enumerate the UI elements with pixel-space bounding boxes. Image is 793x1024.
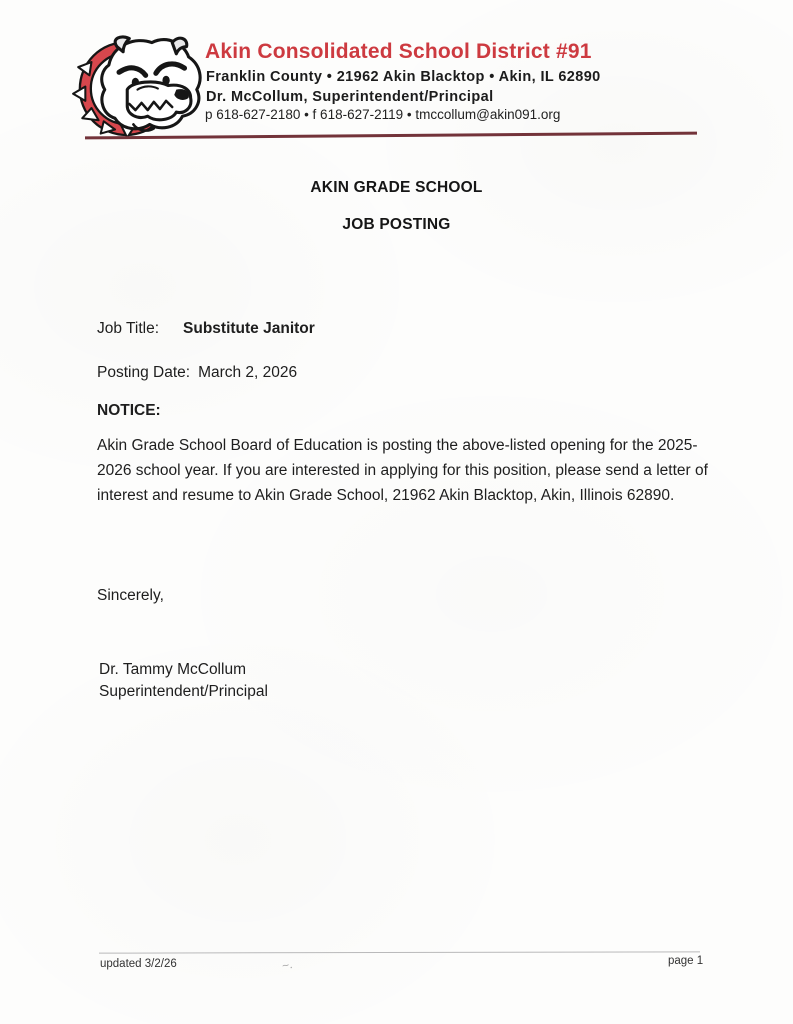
notice-label: NOTICE: bbox=[97, 402, 161, 419]
letterhead-superintendent: Dr. McCollum, Superintendent/Principal bbox=[206, 89, 494, 105]
signature-title: Superintendent/Principal bbox=[99, 683, 268, 700]
posting-date-value: March 2, 2026 bbox=[198, 364, 298, 381]
scan-pencil-mark: ~. bbox=[280, 957, 294, 973]
notice-body: Akin Grade School Board of Education is posting the above-listed opening for the 2025-2026 school year. If you are interested in applying for this position, please send a letter of interest and resume to Akin Grade School, 21962 Akin Blacktop, Akin, Illinois 62890. bbox=[97, 437, 708, 504]
district-name: Akin Consolidated School District #91 bbox=[205, 40, 592, 63]
letterhead-contact: p 618-627-2180 • f 618-627-2119 • tmccollum@akin091.org bbox=[205, 107, 561, 122]
heading-school: AKIN GRADE SCHOOL bbox=[310, 179, 483, 196]
heading-job-posting: JOB POSTING bbox=[342, 216, 451, 233]
job-title-row bbox=[97, 320, 315, 338]
bulldog-mascot-icon bbox=[70, 30, 208, 138]
posting-date-row bbox=[97, 364, 297, 382]
job-title-value: Substitute Janitor bbox=[183, 320, 315, 337]
signature-name: Dr. Tammy McCollum bbox=[99, 661, 246, 678]
letterhead-address: Franklin County • 21962 Akin Blacktop • Akin, IL 62890 bbox=[206, 69, 601, 85]
footer-page-number: page 1 bbox=[668, 955, 704, 967]
footer-divider bbox=[99, 951, 700, 953]
posting-date-label: Posting Date: bbox=[97, 364, 191, 381]
job-title-label: Job Title: bbox=[97, 320, 160, 337]
footer-updated: updated 3/2/26 bbox=[100, 958, 177, 970]
closing: Sincerely, bbox=[97, 587, 164, 604]
signature-block bbox=[99, 659, 268, 703]
